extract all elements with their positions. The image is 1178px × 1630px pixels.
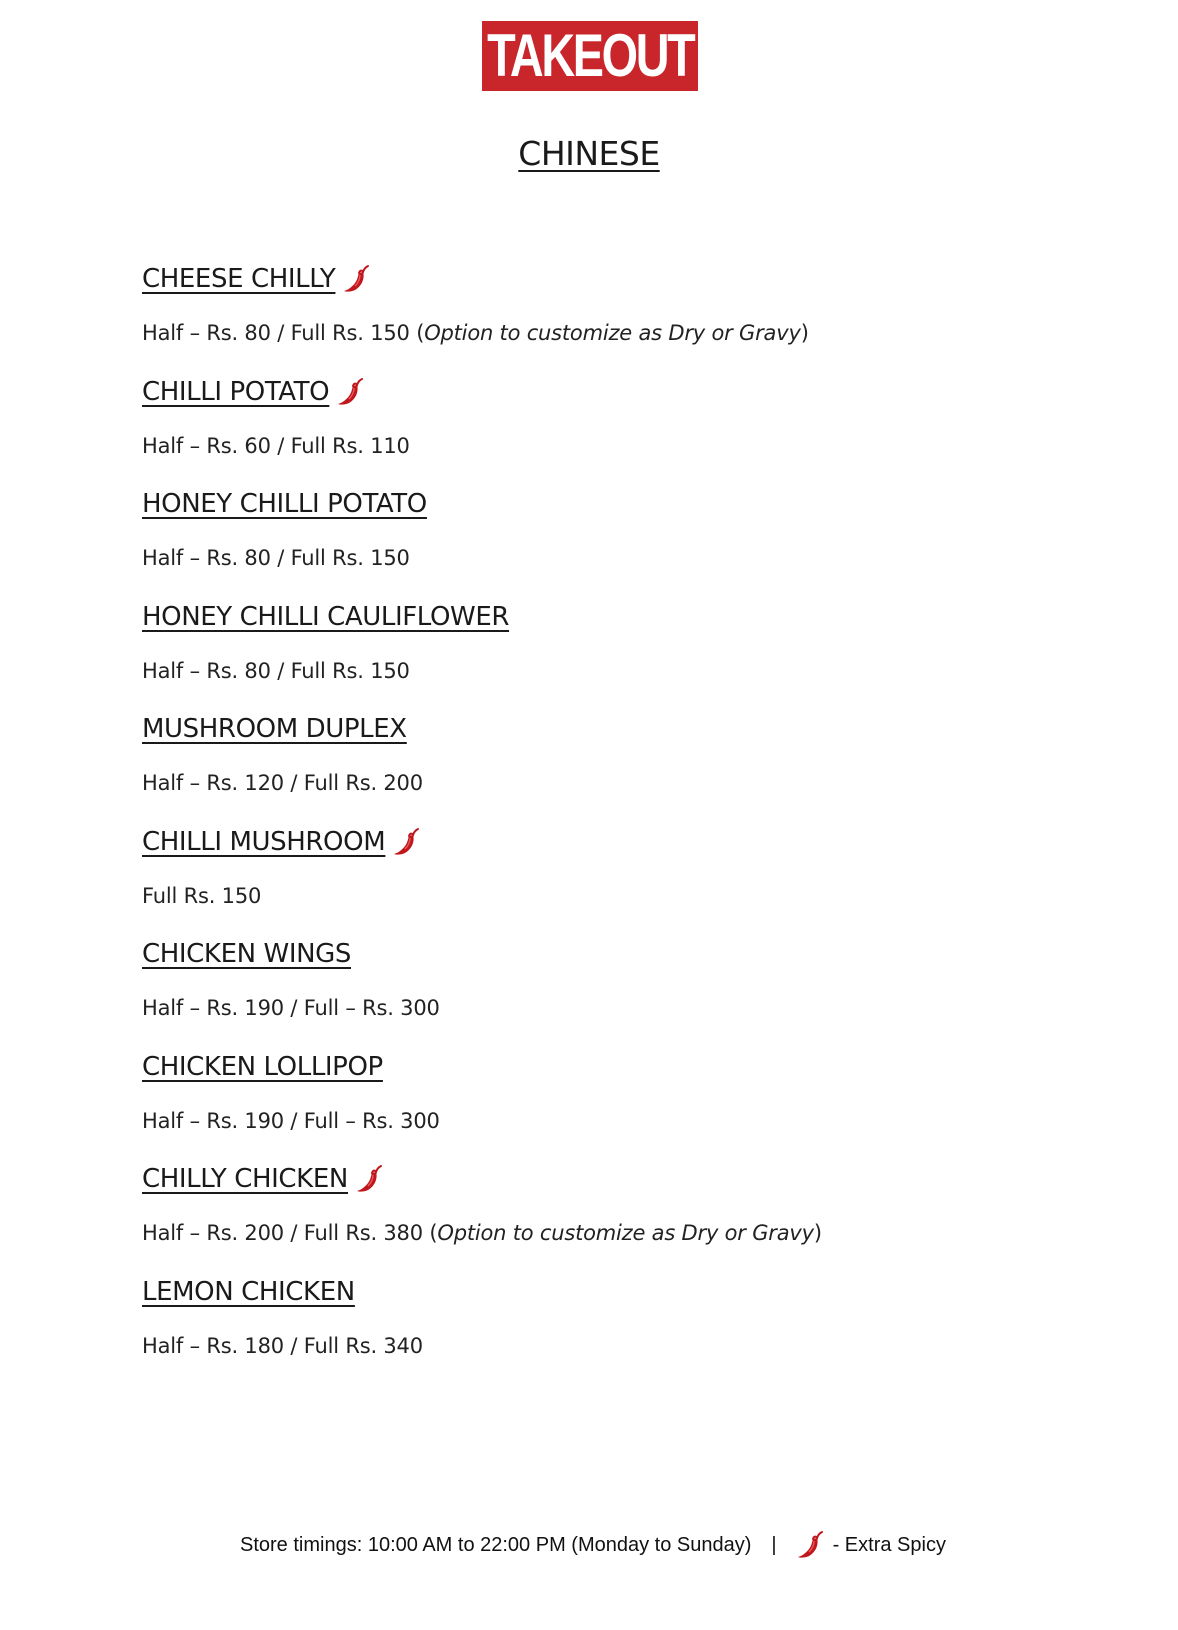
price-text: Half – Rs. 190 / Full – Rs. 300	[142, 996, 440, 1020]
menu-item-heading	[142, 1052, 383, 1082]
menu-item	[142, 489, 1102, 602]
menu-item-price	[142, 771, 423, 795]
menu-item-heading	[142, 714, 407, 744]
menu-item-name: CHILLY CHICKEN	[142, 1164, 348, 1194]
menu-item	[142, 1277, 1102, 1390]
menu-item	[142, 264, 1102, 377]
menu-item-heading	[142, 827, 421, 857]
menu-item-price	[142, 321, 809, 345]
menu-item-heading	[142, 1164, 384, 1194]
chilli-pepper-icon	[797, 1530, 833, 1560]
menu-item-name: HONEY CHILLI POTATO	[142, 489, 427, 519]
menu-item	[142, 1164, 1102, 1277]
chilli-pepper-icon	[337, 377, 365, 407]
price-text: Half – Rs. 180 / Full Rs. 340	[142, 1333, 423, 1358]
menu-item-price	[142, 996, 440, 1020]
menu-item-price	[142, 659, 410, 683]
menu-item-name: MUSHROOM DUPLEX	[142, 714, 407, 744]
menu-item-price	[142, 1109, 440, 1133]
chilli-pepper-icon	[343, 264, 371, 294]
menu-item	[142, 1052, 1102, 1165]
menu-item-name: CHICKEN WINGS	[142, 939, 351, 969]
price-text: Half – Rs. 120 / Full Rs. 200	[142, 771, 423, 795]
chilli-pepper-icon	[393, 827, 421, 857]
menu-item	[142, 602, 1102, 715]
price-text: Half – Rs. 80 / Full Rs. 150 (	[142, 321, 425, 345]
menu-list	[142, 264, 1102, 1389]
spicy-legend-label: - Extra Spicy	[832, 1533, 946, 1556]
price-text: Half – Rs. 80 / Full Rs. 150	[142, 658, 410, 683]
menu-item-heading	[142, 602, 509, 632]
page-title: CHINESE	[518, 134, 660, 173]
menu-item-price	[142, 546, 410, 570]
menu-item-name: CHILLI MUSHROOM	[142, 826, 386, 857]
takeout-logo	[482, 21, 698, 91]
footer	[240, 1530, 946, 1560]
menu-item-heading	[142, 489, 427, 519]
price-text: Half – Rs. 190 / Full – Rs. 300	[142, 1108, 440, 1133]
menu-item-name: CHEESE CHILLY	[142, 264, 336, 294]
price-text: Half – Rs. 60 / Full Rs. 110	[142, 433, 410, 458]
price-text: Full Rs. 150	[142, 883, 262, 908]
menu-item	[142, 714, 1102, 827]
menu-item	[142, 827, 1102, 940]
menu-item-heading	[142, 264, 371, 294]
note-close-paren: )	[813, 1221, 822, 1245]
price-text: Half – Rs. 200 / Full Rs. 380 (	[142, 1221, 438, 1245]
menu-item-price	[142, 434, 410, 458]
menu-item-heading	[142, 939, 351, 969]
chilli-pepper-icon	[356, 1164, 384, 1194]
customize-note: Option to customize as Dry or Gravy	[437, 1221, 814, 1245]
menu-item-name: LEMON CHICKEN	[142, 1276, 355, 1307]
menu-item-name: CHICKEN LOLLIPOP	[142, 1051, 383, 1082]
menu-item-price	[142, 884, 261, 908]
menu-item-heading	[142, 1277, 355, 1307]
customize-note: Option to customize as Dry or Gravy	[424, 321, 801, 345]
note-close-paren: )	[800, 321, 809, 345]
menu-item-price	[142, 1334, 423, 1358]
store-timings: Store timings: 10:00 AM to 22:00 PM (Monday to Sunday)	[240, 1533, 752, 1556]
footer-separator: |	[771, 1533, 777, 1556]
menu-item-name: HONEY CHILLI CAULIFLOWER	[142, 601, 510, 632]
menu-item	[142, 939, 1102, 1052]
menu-item-heading	[142, 377, 365, 407]
price-text: Half – Rs. 80 / Full Rs. 150	[142, 546, 410, 570]
menu-item-name: CHILLI POTATO	[142, 376, 330, 407]
menu-item	[142, 377, 1102, 490]
logo-text: TAKEOUT	[486, 22, 694, 89]
menu-item-price	[142, 1221, 822, 1245]
